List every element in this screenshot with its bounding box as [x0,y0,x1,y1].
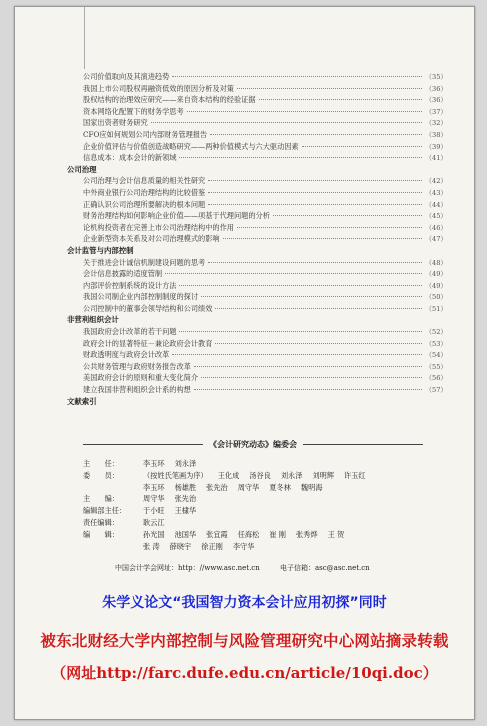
committee-member-name: 孙光国 [143,529,165,539]
toc-page-number: （47） [425,235,447,244]
toc-page-number: （32） [425,119,447,128]
committee-title-row [83,439,423,450]
committee-names [143,493,423,505]
toc-entry-title: 企业价值评估与价值创造战略研究——两种价值模式与六大驱动因素 [83,141,299,151]
toc-leader-dots [151,122,423,123]
toc-leader-dots [201,377,422,378]
toc-entry [67,94,447,106]
toc-entry [67,141,447,153]
toc-leader-dots [179,157,422,158]
toc-entry [67,83,447,95]
toc-page-number: （55） [425,362,447,371]
committee-member-name: 于小旺 [143,506,165,516]
toc-leader-dots [273,215,423,216]
toc-leader-dots [194,366,423,367]
caption-line-3: （网址http://farc.dufe.edu.cn/article/10qi.doc） [51,664,438,682]
toc-entry [67,291,447,303]
toc-entry [67,187,447,199]
toc-entry-title: 国家出资者财务研究 [83,118,148,128]
toc-leader-dots [165,273,422,274]
toc-leader-dots [208,180,422,181]
toc-leader-dots [172,354,422,355]
toc-entry-title: 公司治理 [67,164,97,174]
toc-page-number: （42） [425,177,447,186]
committee-member-name: 王棣华 [174,506,197,516]
toc-page-number: （50） [425,293,447,302]
toc-page-number: （36） [425,84,447,93]
toc-section-heading [67,314,447,326]
toc-entry [67,210,447,222]
toc-entry [67,257,447,269]
toc-entry [67,349,447,361]
toc-page-number: （39） [425,142,447,151]
committee-member-name: 薛晓宇 [169,541,192,551]
committee-names [143,505,423,517]
toc-entry [67,175,447,187]
toc-entry-title: 财务治理结构如何影响企业价值——项基于代理问题的分析 [83,211,270,221]
committee-member-name: 周守华 [143,494,165,504]
toc-leader-dots [237,88,422,89]
toc-page-number: （37） [425,107,447,116]
committee-row [83,482,423,494]
toc-entry-title: 企业新型资本关系及对公司治理模式的影响 [83,234,220,244]
toc-entry [67,268,447,280]
website-text: 中国会计学会网址：http：//www.asc.net.cn [115,564,260,572]
toc-entry [67,71,447,83]
toc-leader-dots [259,99,423,100]
toc-entry [67,384,447,396]
toc-entry-title: 资本网络化配置下的财务学思考 [83,106,184,116]
committee-member-name: 耿云江 [143,517,165,527]
committee-members [83,458,423,552]
committee-member-name: 许玉红 [344,470,366,480]
toc-entry [67,117,447,129]
committee-member-name: 崔 刚 [269,529,286,539]
margin-rule [84,7,85,69]
committee-role-label: 委 员： [83,470,119,480]
committee-role-label: 编辑部主任： [83,506,127,516]
editorial-committee [83,439,423,552]
toc-entry [67,233,447,245]
committee-role-label: 责任编辑： [83,517,119,527]
toc-entry-title: 会计信息披露的适度管制 [83,269,163,279]
committee-member-name: 张先治 [206,482,228,492]
toc-entry-title: 内部评价控制系统的设计方法 [83,280,177,290]
committee-member-name: 杨雄胜 [174,482,197,492]
toc-leader-dots [237,227,422,228]
toc-section-heading [67,396,447,408]
committee-names [143,482,423,494]
toc-entry [67,361,447,373]
committee-names [143,470,423,482]
toc-entry-title: 公司控制中的董事会领导结构和公司绩效 [83,303,213,313]
toc-leader-dots [201,296,422,297]
committee-member-name: 夏冬林 [269,482,291,492]
committee-names [143,541,423,553]
toc-entry [67,106,447,118]
toc-entry-title: 信息成本：成本会计的新领域 [83,153,177,163]
committee-member-name: （按姓氏笔画为序） [143,470,208,480]
committee-names [143,458,423,470]
toc-page-number: （49） [425,270,447,279]
toc-page-number: （38） [425,130,447,139]
table-of-contents [67,71,447,407]
toc-entry [67,152,447,164]
toc-entry [67,222,447,234]
toc-entry-title: 关于推进会计诚信机制建设问题的思考 [83,257,206,267]
committee-member-name: 李玉环 [143,482,165,492]
toc-page-number: （57） [425,386,447,395]
toc-entry [67,326,447,338]
committee-role-label: 主 任： [83,459,119,468]
committee-member-name: 周守华 [237,482,260,492]
toc-entry-title: 财政透明度与政府会计改革 [83,350,170,360]
toc-entry-title: 我国上市公司股权再融资低效的原因分析及对策 [83,83,234,93]
toc-entry-title: 论机构投资者在完善上市公司治理结构中的作用 [83,222,234,232]
committee-member-name: 魏明海 [300,482,323,492]
toc-page-number: （54） [425,351,447,360]
toc-entry-title: 正确认识公司治理所要解决的根本问题 [83,199,206,209]
toc-page-number: （43） [425,188,447,197]
committee-member-name: 王 贺 [327,529,345,539]
caption-line-2: 被东北财经大学内部控制与风险管理研究中心网站摘录转载 [40,631,449,650]
toc-leader-dots [210,134,422,135]
toc-leader-dots [223,238,423,239]
toc-leader-dots [215,308,422,309]
toc-leader-dots [215,343,422,344]
toc-entry [67,372,447,384]
committee-row [83,493,423,505]
toc-entry-title: 建立我国非营利组织会计系的构想 [83,385,191,395]
committee-member-name: 张宜霞 [206,529,228,539]
toc-leader-dots [208,204,422,205]
committee-member-name: 张秀烨 [295,529,318,539]
toc-entry [67,129,447,141]
toc-entry-title: 公司价值取向及其演进趋势 [83,72,170,81]
contact-info [115,563,388,573]
toc-entry-title: CFO应如何规划公司内部财务管理报告 [83,129,208,139]
toc-page-number: （44） [425,200,447,209]
committee-member-name: 刘永泽 [174,459,197,468]
toc-page-number: （35） [425,73,447,81]
toc-section-heading [67,245,447,257]
toc-section-heading [67,164,447,176]
committee-row [83,505,423,517]
committee-member-name: 王化成 [217,470,240,480]
toc-leader-dots [208,192,422,193]
toc-leader-dots [187,111,423,112]
toc-page-number: （46） [425,223,447,232]
toc-entry-title: 公司治理与会计信息质量的相关性研究 [83,176,206,186]
toc-page-number: （51） [425,304,447,313]
committee-title: 《会计研究动态》编委会 [209,439,297,449]
toc-entry [67,199,447,211]
toc-entry [67,280,447,292]
toc-leader-dots [194,389,423,390]
committee-row [83,517,423,529]
toc-entry-title: 股权结构的治理效应研究——来自资本结构的经验证据 [83,95,256,105]
scanned-page [14,6,475,720]
committee-member-name: 刘明辉 [312,470,335,480]
committee-role-label: 编 辑： [83,529,119,539]
committee-member-name: 汤谷良 [249,470,271,480]
committee-member-name: 任海松 [237,529,260,539]
toc-page-number: （41） [425,154,447,163]
toc-page-number: （49） [425,281,447,290]
toc-leader-dots [172,76,422,77]
toc-page-number: （52） [425,328,447,337]
toc-entry [67,338,447,350]
toc-entry-title: 政府会计的显著特征－兼论政府会计教育 [83,338,213,348]
toc-leader-dots [179,285,422,286]
committee-row [83,529,423,541]
toc-page-number: （56） [425,374,447,383]
email-text: 电子信箱：asc@asc.net.cn [279,564,370,572]
toc-leader-dots [179,331,422,332]
committee-role-label: 主 编： [83,494,119,504]
toc-page-number: （53） [425,339,447,348]
toc-page-number: （36） [425,96,447,105]
toc-entry-title: 会计监管与内部控制 [67,245,134,255]
committee-member-name: 徐正刚 [201,541,223,551]
toc-entry-title: 美国政府会计的原则和重大变化简介 [83,373,199,383]
toc-page-number: （48） [425,258,447,267]
committee-row [83,458,423,470]
toc-entry-title: 我国政府会计改革的若干问题 [83,327,177,337]
committee-member-name: 李玉环 [143,459,165,468]
toc-entry-title: 我国公司制企业内部控制制度的探讨 [83,292,199,302]
toc-entry-title: 中外商业银行公司治理结构的比较借鉴 [83,187,206,197]
committee-row [83,541,423,553]
committee-member-name: 池国华 [174,529,197,539]
committee-names [143,517,423,529]
committee-member-name: 张 涛 [143,541,160,551]
toc-entry-title: 公共财务管理与政府财务报告改革 [83,361,191,371]
toc-page-number: （45） [425,212,447,221]
committee-names [143,529,423,541]
committee-member-name: 李守华 [232,541,255,551]
committee-member-name: 刘永泽 [280,470,303,480]
committee-role-label [83,541,143,553]
toc-entry [67,303,447,315]
committee-role-label [83,482,143,494]
toc-entry-title: 文献索引 [67,396,97,406]
caption-line-1: 朱学义论文“我国智力资本会计应用初探”同时 [102,595,387,611]
committee-member-name: 张先治 [174,494,197,504]
toc-leader-dots [208,262,422,263]
committee-row [83,470,423,482]
toc-entry-title: 非营利组织会计 [67,315,119,325]
toc-leader-dots [302,146,423,147]
